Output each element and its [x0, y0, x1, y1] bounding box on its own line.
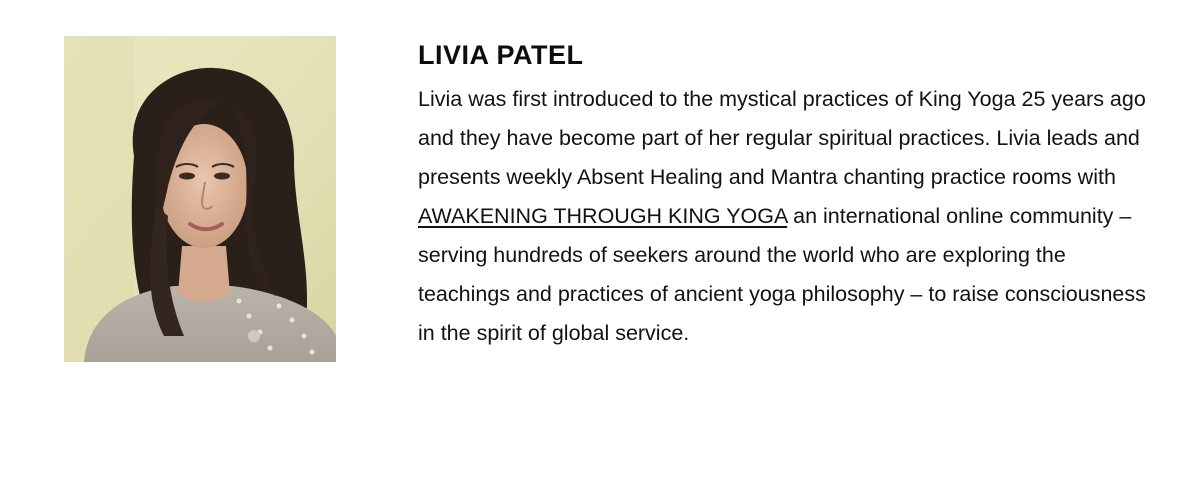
bio-paragraph	[418, 80, 1158, 353]
person-name: LIVIA PATEL	[418, 40, 584, 70]
bio-text-after-link: an international online community – serving hundreds of seekers around the world who are exploring the teachings and practices of ancient yoga philosophy – to raise consciousness in the spirit of global service.	[418, 204, 1146, 345]
bio-text-before-link: Livia was first introduced to the mystical practices of King Yoga 25 years ago and they have become part of her regular spiritual practices. Livia leads and presents weekly Absent Healing and Mantra chanting practice rooms with	[418, 87, 1146, 189]
portrait-illustration	[64, 36, 336, 362]
bio-section	[418, 38, 1158, 353]
profile-photo	[64, 36, 336, 362]
awakening-through-king-yoga-link[interactable]: AWAKENING THROUGH KING YOGA	[418, 204, 788, 228]
